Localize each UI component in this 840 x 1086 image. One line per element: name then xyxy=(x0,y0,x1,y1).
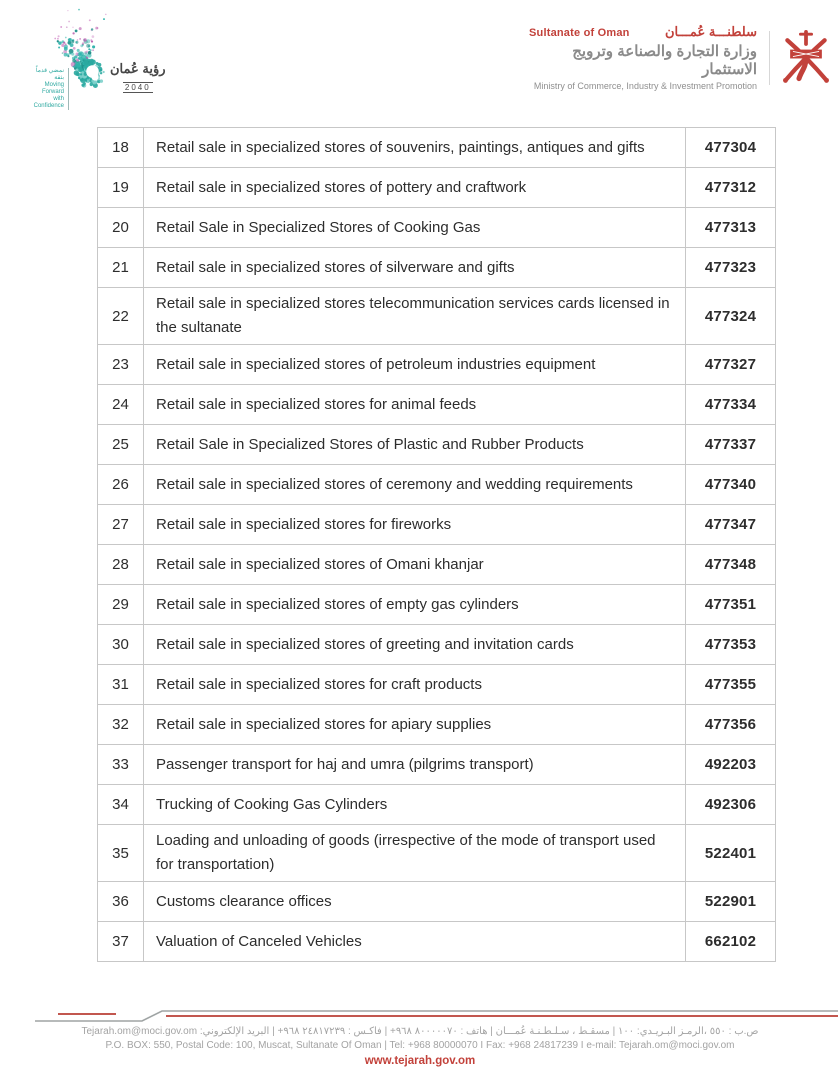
ministry-name-ar: وزارة التجارة والصناعة وترويج الاستثمار xyxy=(572,43,757,78)
table-row xyxy=(98,585,776,625)
activity-code-cell: 477312 xyxy=(686,168,776,208)
sultanate-of-oman-ar: سلطنـــة عُمـــان xyxy=(665,24,757,39)
row-number-cell: 19 xyxy=(98,168,144,208)
row-number-cell: 35 xyxy=(98,825,144,882)
row-number-cell: 34 xyxy=(98,785,144,825)
website-link[interactable]: www.tejarah.gov.om xyxy=(364,1055,476,1067)
activity-name-cell: Retail sale in specialized stores for apiary supplies xyxy=(144,705,686,745)
activity-name-cell: Valuation of Canceled Vehicles xyxy=(144,922,686,962)
vision-wordmark-year: 2040 xyxy=(124,83,151,92)
activity-code-cell: 477323 xyxy=(686,248,776,288)
row-number-cell: 31 xyxy=(98,665,144,705)
activity-name-cell: Retail sale in specialized stores of silverware and gifts xyxy=(144,248,686,288)
footer-contact-arabic: ص.ب : ٥٥٠ ،الرمـز البـريـدي: ١٠٠ | مسقـط ، سـلـطـنـة عُمـــان | هاتف : ٨٠٠٠٠٠٧٠ ٩٦٨+ | فاكـس : ٢٤٨١٧٢٣٩ ٩٦٨+ | البريد الإلكتروني: Tejarah.om@moci.gov.om xyxy=(81,1026,759,1037)
activity-code-cell: 477324 xyxy=(686,288,776,345)
activity-code-cell: 477327 xyxy=(686,345,776,385)
row-number-cell: 23 xyxy=(98,345,144,385)
table-row xyxy=(98,425,776,465)
row-number-cell: 21 xyxy=(98,248,144,288)
activity-name-cell: Retail sale in specialized stores of petroleum industries equipment xyxy=(144,345,686,385)
vision-wordmark-arabic: رؤية عُمان xyxy=(110,61,166,76)
table-row xyxy=(98,208,776,248)
activity-code-cell: 492306 xyxy=(686,785,776,825)
activity-name-cell: Retail Sale in Specialized Stores of Plastic and Rubber Products xyxy=(144,425,686,465)
row-number-cell: 29 xyxy=(98,585,144,625)
activity-code-cell: 477334 xyxy=(686,385,776,425)
activity-name-cell: Retail sale in specialized stores for animal feeds xyxy=(144,385,686,425)
activity-name-cell: Passenger transport for haj and umra (pilgrims transport) xyxy=(144,745,686,785)
activity-code-cell: 492203 xyxy=(686,745,776,785)
row-number-cell: 20 xyxy=(98,208,144,248)
activity-code-cell: 477313 xyxy=(686,208,776,248)
activity-code-cell: 662102 xyxy=(686,922,776,962)
activity-name-cell: Retail Sale in Specialized Stores of Cooking Gas xyxy=(144,208,686,248)
activity-name-cell: Retail sale in specialized stores of ceremony and wedding requirements xyxy=(144,465,686,505)
activity-name-cell: Loading and unloading of goods (irrespective of the mode of transport used for transportation) xyxy=(144,825,686,882)
row-number-cell: 22 xyxy=(98,288,144,345)
row-number-cell: 36 xyxy=(98,882,144,922)
footer-divider xyxy=(0,1005,840,1027)
activity-table xyxy=(97,127,776,962)
activity-name-cell: Retail sale in specialized stores of Omani khanjar xyxy=(144,545,686,585)
activity-name-cell: Retail sale in specialized stores of souvenirs, paintings, antiques and gifts xyxy=(144,128,686,168)
row-number-cell: 33 xyxy=(98,745,144,785)
table-row xyxy=(98,465,776,505)
activity-name-cell: Retail sale in specialized stores telecommunication services cards licensed in the sultanate xyxy=(144,288,686,345)
row-number-cell: 28 xyxy=(98,545,144,585)
activity-name-cell: Customs clearance offices xyxy=(144,882,686,922)
row-number-cell: 32 xyxy=(98,705,144,745)
sultanate-of-oman-en: Sultanate of Oman xyxy=(529,27,630,39)
table-row xyxy=(98,128,776,168)
footer-contact-block xyxy=(0,1026,840,1067)
oman-vision-2040-logo xyxy=(28,8,178,108)
activity-name-cell: Retail sale in specialized stores of greeting and invitation cards xyxy=(144,625,686,665)
activity-name-cell: Retail sale in specialized stores for fireworks xyxy=(144,505,686,545)
footer-contact-english: P.O. BOX: 550, Postal Code: 100, Muscat, Sultanate Of Oman | Tel: +968 80000070 I Fax: +968 24817239 I e-mail: Tejarah.om@moci.gov.om xyxy=(105,1040,735,1051)
row-number-cell: 26 xyxy=(98,465,144,505)
row-number-cell: 18 xyxy=(98,128,144,168)
table-row xyxy=(98,288,776,345)
row-number-cell: 30 xyxy=(98,625,144,665)
ministry-text-block xyxy=(529,24,757,91)
activity-code-cell: 477351 xyxy=(686,585,776,625)
activity-code-cell: 477304 xyxy=(686,128,776,168)
table-row xyxy=(98,385,776,425)
header-divider xyxy=(769,31,770,85)
table-row xyxy=(98,625,776,665)
vision-tagline-ar: نمضي قدماً بثقة xyxy=(35,68,64,81)
table-row xyxy=(98,345,776,385)
vision-tagline-en-1: Moving Forward xyxy=(41,82,64,95)
table-row xyxy=(98,665,776,705)
activity-code-cell: 477340 xyxy=(686,465,776,505)
activity-code-cell: 522401 xyxy=(686,825,776,882)
activity-code-cell: 477337 xyxy=(686,425,776,465)
activity-name-cell: Retail sale in specialized stores of empty gas cylinders xyxy=(144,585,686,625)
oman-national-emblem-icon xyxy=(778,28,834,88)
activity-name-cell: Retail sale in specialized stores of pottery and craftwork xyxy=(144,168,686,208)
table-row xyxy=(98,545,776,585)
table-row xyxy=(98,785,776,825)
table-row xyxy=(98,705,776,745)
activity-name-cell: Trucking of Cooking Gas Cylinders xyxy=(144,785,686,825)
vision-tagline-en-2: with Confidence xyxy=(33,96,64,109)
row-number-cell: 37 xyxy=(98,922,144,962)
activity-code-cell: 477353 xyxy=(686,625,776,665)
table-row xyxy=(98,505,776,545)
table-row xyxy=(98,745,776,785)
activity-code-cell: 477356 xyxy=(686,705,776,745)
activity-code-cell: 477347 xyxy=(686,505,776,545)
table-row xyxy=(98,168,776,208)
table-row xyxy=(98,825,776,882)
row-number-cell: 27 xyxy=(98,505,144,545)
activity-code-cell: 477348 xyxy=(686,545,776,585)
ministry-header xyxy=(529,24,834,91)
activity-code-cell: 477355 xyxy=(686,665,776,705)
vision-wordmark xyxy=(110,61,166,95)
row-number-cell: 25 xyxy=(98,425,144,465)
row-number-cell: 24 xyxy=(98,385,144,425)
activity-name-cell: Retail sale in specialized stores for craft products xyxy=(144,665,686,705)
ministry-name-en: Ministry of Commerce, Industry & Investment Promotion xyxy=(533,81,757,91)
table-row xyxy=(98,922,776,962)
vision-tagline xyxy=(28,68,69,110)
table-row xyxy=(98,248,776,288)
table-row xyxy=(98,882,776,922)
activity-code-cell: 522901 xyxy=(686,882,776,922)
